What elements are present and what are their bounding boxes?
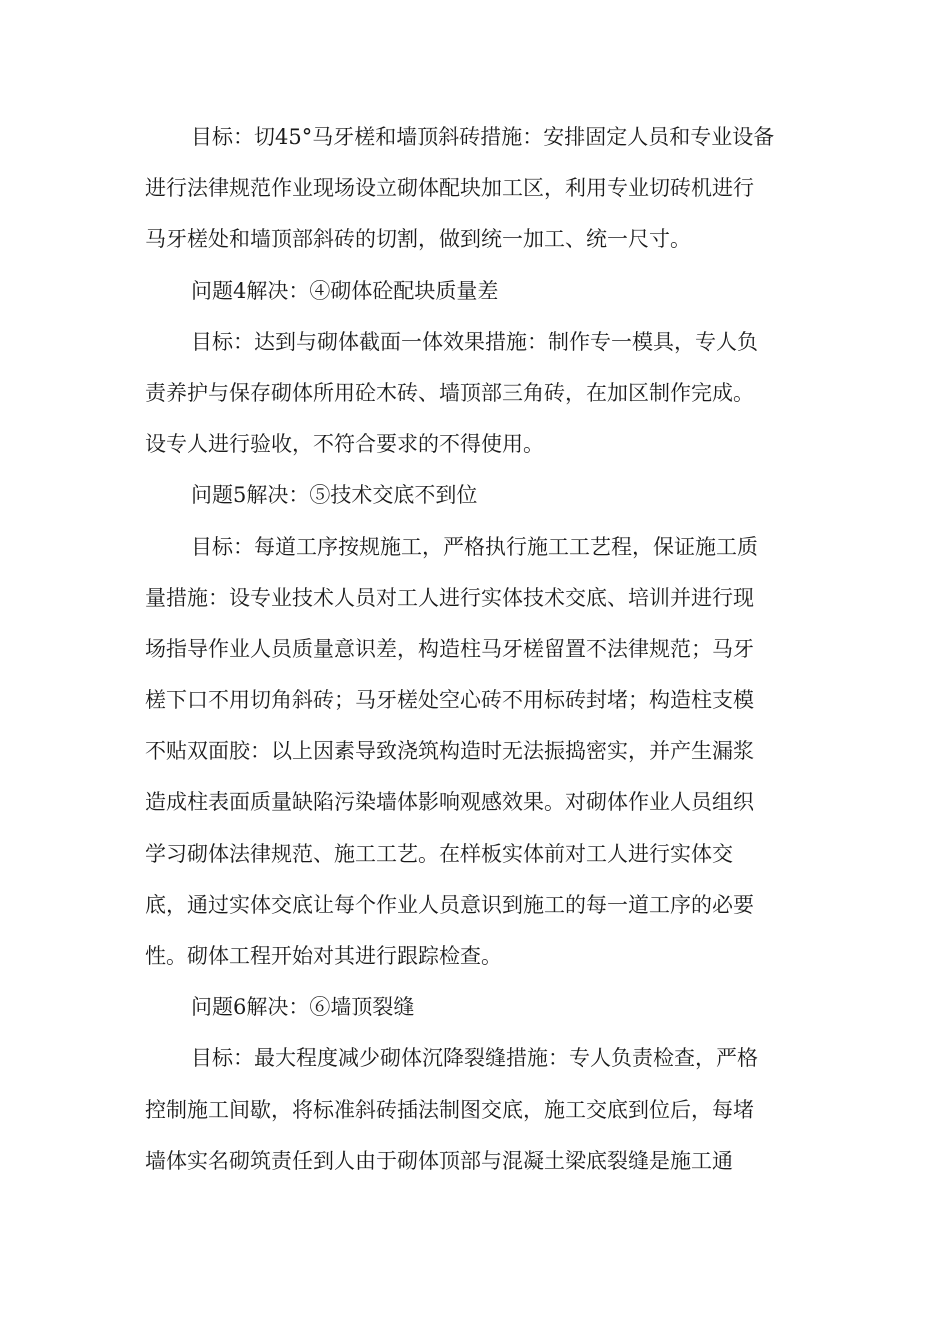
paragraph-line: 目标：达到与砌体截面一体效果措施：制作专一模具，专人负 <box>191 329 758 354</box>
paragraph-line: 学习砌体法律规范、施工工艺。在样板实体前对工人进行实体交 <box>145 841 733 866</box>
section-heading-problem-5: 问题5解决：⑤技术交底不到位 <box>191 483 478 508</box>
paragraph-line: 马牙槎处和墙顶部斜砖的切割，做到统一加工、统一尺寸。 <box>145 227 691 252</box>
paragraph-line: 目标：最大程度减少砌体沉降裂缝措施：专人负责检查，严格 <box>191 1046 758 1071</box>
paragraph-line: 造成柱表面质量缺陷污染墙体影响观感效果。对砌体作业人员组织 <box>145 790 754 815</box>
paragraph-line: 底，通过实体交底让每个作业人员意识到施工的每一道工序的必要 <box>145 892 754 917</box>
paragraph-line: 责养护与保存砌体所用砼木砖、墙顶部三角砖，在加区制作完成。 <box>145 380 754 405</box>
paragraph-line: 槎下口不用切角斜砖；马牙槎处空心砖不用标砖封堵；构造柱支模 <box>145 688 754 713</box>
paragraph-line: 量措施：设专业技术人员对工人进行实体技术交底、培训并进行现 <box>145 585 754 610</box>
paragraph-line: 设专人进行验收，不符合要求的不得使用。 <box>145 432 544 457</box>
paragraph-line: 目标：切45°马牙槎和墙顶斜砖措施：安排固定人员和专业设备 <box>191 125 775 149</box>
section-heading-problem-6: 问题6解决：⑥墙顶裂缝 <box>191 995 415 1020</box>
document-body <box>145 112 810 1187</box>
paragraph-line: 场指导作业人员质量意识差，构造柱马牙槎留置不法律规范；马牙 <box>145 636 754 661</box>
paragraph-line: 进行法律规范作业现场设立砌体配块加工区，利用专业切砖机进行 <box>145 176 754 201</box>
paragraph-line: 不贴双面胶：以上因素导致浇筑构造时无法振捣密实，并产生漏浆 <box>145 739 754 764</box>
paragraph-line: 墙体实名砌筑责任到人由于砌体顶部与混凝土梁底裂缝是施工通 <box>145 1148 733 1173</box>
section-heading-problem-4: 问题4解决：④砌体砼配块质量差 <box>191 278 499 303</box>
paragraph-line: 目标：每道工序按规施工，严格执行施工工艺程，保证施工质 <box>191 534 758 559</box>
paragraph-line: 性。砌体工程开始对其进行跟踪检查。 <box>145 944 502 968</box>
paragraph-line: 控制施工间歇，将标准斜砖插法制图交底，施工交底到位后，每堵 <box>145 1097 754 1122</box>
